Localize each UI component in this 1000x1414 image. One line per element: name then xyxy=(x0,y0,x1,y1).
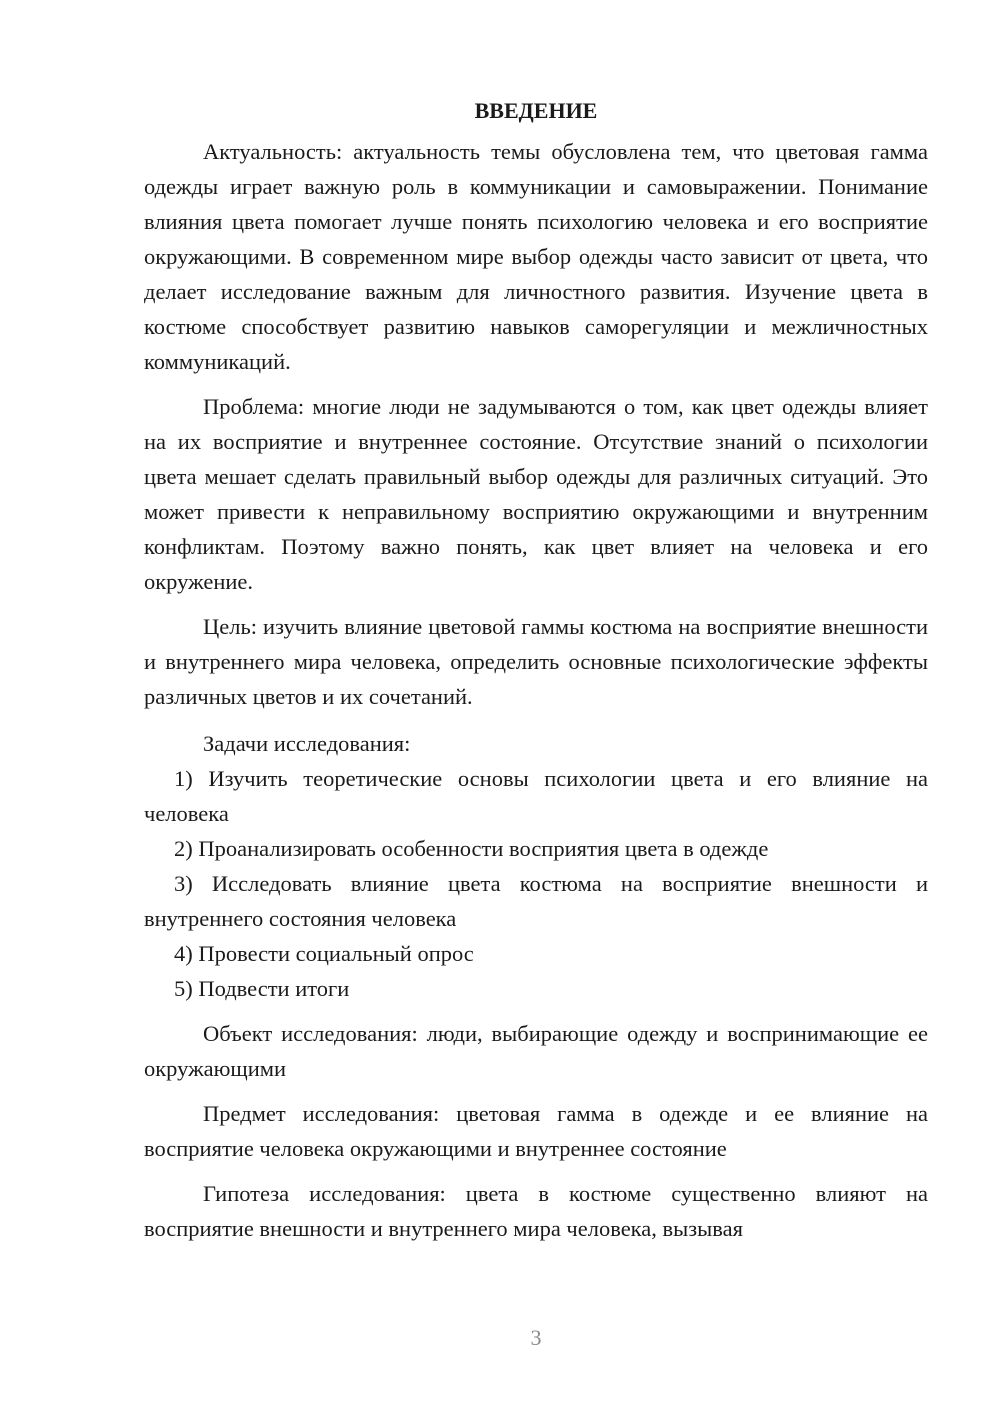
task-item-2: 2) Проанализировать особенности восприятия цвета в одежде xyxy=(174,836,769,861)
paragraph-relevance: Актуальность: актуальность темы обусловлена тем, что цветовая гамма одежды играет важную роль в коммуникации и самовыражении. Понимание влияния цвета помогает лучше понять психологию человека и его восприятие окружающими. В современном мире выбор одежды часто зависит от цвета, что делает исследование важным для личностного развития. Изучение цвета в костюме способствует развитию навыков саморегуляции и межличностных коммуникаций. xyxy=(144,139,928,374)
page-content xyxy=(144,92,928,1246)
task-item-5: 5) Подвести итоги xyxy=(174,976,350,1001)
tasks-heading: Задачи исследования: xyxy=(203,731,411,756)
page-number: 3 xyxy=(530,1325,542,1350)
page-title: ВВЕДЕНИЕ xyxy=(474,98,598,123)
task-item-3: 3) Исследовать влияние цвета костюма на восприятие внешности и внутреннего состояния человека xyxy=(144,871,928,931)
paragraph-hypothesis: Гипотеза исследования: цвета в костюме существенно влияют на восприятие внешности и внутреннего мира человека, вызывая xyxy=(144,1181,928,1241)
task-item-1: 1) Изучить теоретические основы психологии цвета и его влияние на человека xyxy=(144,766,928,826)
task-item-4: 4) Провести социальный опрос xyxy=(174,941,474,966)
paragraph-subject: Предмет исследования: цветовая гамма в одежде и ее влияние на восприятие человека окружающими и внутреннее состояние xyxy=(144,1101,928,1161)
paragraph-goal: Цель: изучить влияние цветовой гаммы костюма на восприятие внешности и внутреннего мира человека, определить основные психологические эффекты различных цветов и их сочетаний. xyxy=(144,614,928,709)
paragraph-object: Объект исследования: люди, выбирающие одежду и воспринимающие ее окружающими xyxy=(144,1021,928,1081)
paragraph-problem: Проблема: многие люди не задумываются о том, как цвет одежды влияет на их восприятие и внутреннее состояние. Отсутствие знаний о психологии цвета мешает сделать правильный выбор одежды для различных ситуаций. Это может привести к неправильному восприятию окружающими и внутренним конфликтам. Поэтому важно понять, как цвет влияет на человека и его окружение. xyxy=(144,394,928,594)
